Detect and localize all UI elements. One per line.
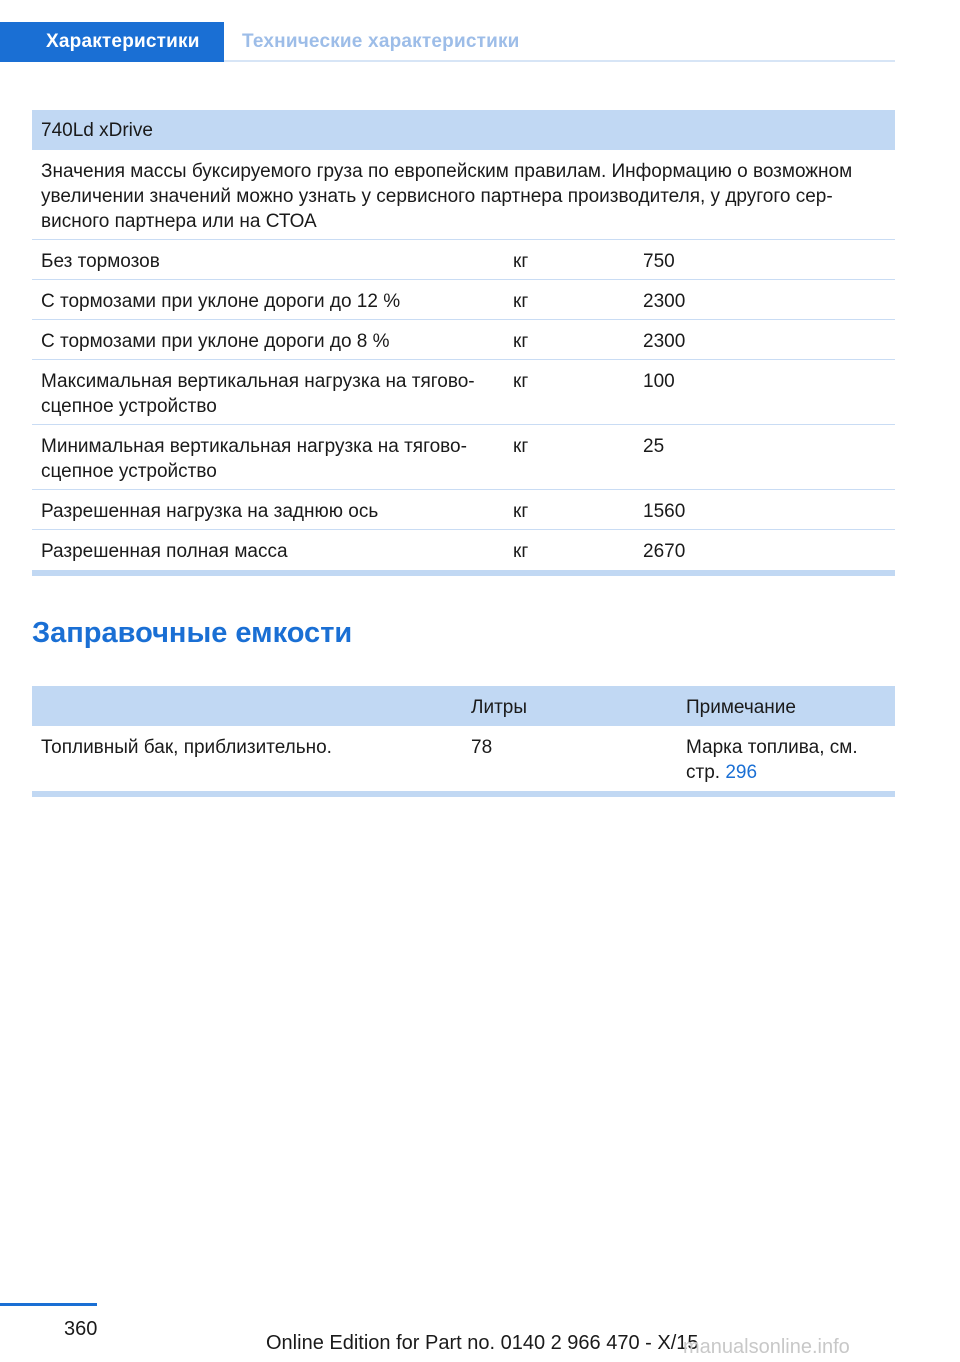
- tab-technical-specs[interactable]: Технические характеристики: [242, 31, 520, 52]
- table-end-rule: [32, 570, 895, 576]
- table-row: [32, 360, 895, 425]
- page-header: [0, 22, 895, 62]
- row-unit: кг: [513, 251, 529, 272]
- towing-weights-table: [32, 110, 895, 576]
- row-unit: кг: [513, 371, 529, 392]
- row-unit: кг: [513, 501, 529, 522]
- row-label: Максимальная вертикальная нагрузка на тягово-сцепное устройство: [41, 371, 475, 417]
- fuel-tank-note: [686, 735, 886, 785]
- section-title-capacities: Заправочные емкости: [32, 617, 353, 649]
- row-unit: кг: [513, 331, 529, 352]
- row-unit: кг: [513, 291, 529, 312]
- row-label: Без тормозов: [41, 251, 160, 272]
- footer-divider: [0, 1303, 97, 1306]
- header-liters: Литры: [471, 697, 528, 718]
- row-label: Разрешенная нагрузка на заднюю ось: [41, 501, 379, 522]
- row-value: 100: [643, 371, 675, 392]
- page-reference-link[interactable]: 296: [725, 762, 758, 783]
- row-value: 25: [643, 436, 665, 457]
- table-description: Значения массы буксируемого груза по европейским правилам. Информацию о возможном увеличении значений можно узнать у сервисного партнера производителя, у другого сер-висного партнера или на СТОА: [32, 150, 895, 240]
- tab-characteristics[interactable]: Характеристики: [0, 22, 224, 62]
- fuel-tank-liters: 78: [471, 737, 493, 758]
- header-divider: [224, 60, 895, 62]
- fuel-tank-label: Топливный бак, приблизительно.: [41, 737, 332, 758]
- row-value: 2300: [643, 291, 686, 312]
- table-row: [32, 530, 895, 570]
- row-label: С тормозами при уклоне дороги до 12 %: [41, 291, 401, 312]
- row-label: Разрешенная полная масса: [41, 541, 288, 562]
- capacities-table: [32, 686, 895, 797]
- row-value: 1560: [643, 501, 686, 522]
- table-end-rule: [32, 791, 895, 797]
- row-value: 2670: [643, 541, 686, 562]
- header-note: Примечание: [686, 697, 796, 718]
- watermark: manualsonline.info: [683, 1336, 850, 1358]
- row-label: С тормозами при уклоне дороги до 8 %: [41, 331, 390, 352]
- note-text: Марка топлива, см. стр.: [686, 737, 858, 783]
- table-row: [32, 240, 895, 280]
- row-value: 2300: [643, 331, 686, 352]
- table-header-row: [32, 686, 895, 726]
- row-unit: кг: [513, 541, 529, 562]
- table-header-model: 740Ld xDrive: [32, 110, 895, 150]
- table-row-fuel-tank: [32, 726, 895, 791]
- table-row: [32, 320, 895, 360]
- edition-text: Online Edition for Part no. 0140 2 966 470 - X/15: [266, 1332, 699, 1354]
- row-value: 750: [643, 251, 675, 272]
- row-unit: кг: [513, 436, 529, 457]
- table-row: [32, 490, 895, 530]
- table-row: [32, 280, 895, 320]
- table-row: [32, 425, 895, 490]
- page-number: 360: [64, 1318, 98, 1340]
- row-label: Минимальная вертикальная нагрузка на тягово-сцепное устройство: [41, 436, 467, 482]
